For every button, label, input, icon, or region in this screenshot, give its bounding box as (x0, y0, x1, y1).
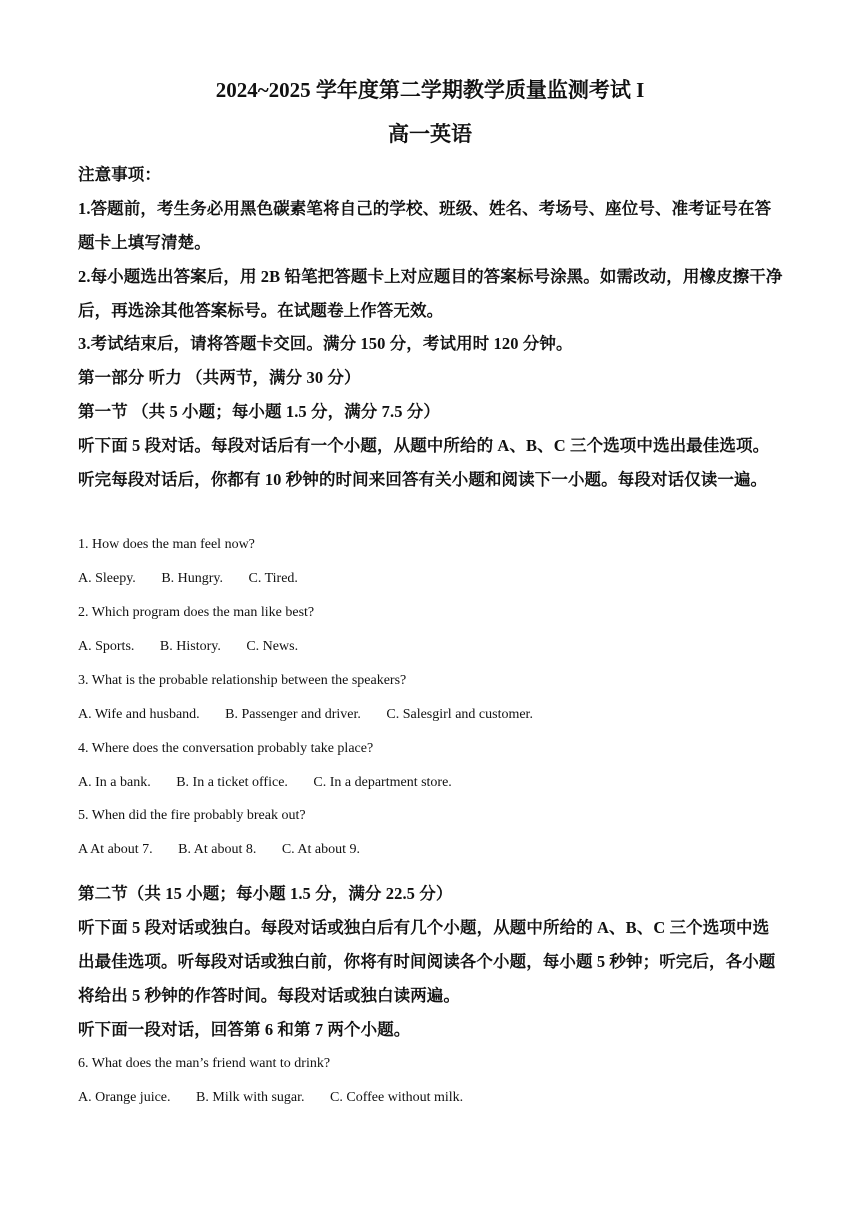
option-b: B. History. (159, 639, 221, 654)
section2-heading: 第二节（共 15 小题；每小题 1.5 分，满分 22.5 分） (78, 884, 453, 903)
question-6-stem: 6. What does the man’s friend want to drink? (78, 1056, 331, 1071)
option-a: A. Orange juice. (78, 1090, 171, 1105)
notice-item-2: 2.每小题选出答案后，用 2B 铅笔把答题卡上对应题目的答案标号涂黑。如需改动，用橡皮擦干净后，再选涂其他答案标号。在试题卷上作答无效。 (78, 267, 783, 320)
option-b: B. Passenger and driver. (225, 707, 361, 722)
exam-title: 2024~2025 学年度第二学期教学质量监测考试 I (215, 78, 645, 102)
question-5-options (78, 840, 360, 860)
option-c: C. Tired. (248, 571, 298, 586)
question-2-stem: 2. Which program does the man like best? (78, 605, 315, 620)
question-4-stem: 4. Where does the conversation probably take place? (78, 741, 374, 756)
question-3-stem: 3. What is the probable relationship between the speakers? (78, 673, 407, 688)
option-a: A. Sports. (78, 639, 135, 654)
option-a: A. Sleepy. (78, 571, 136, 586)
section2-instructions: 听下面 5 段对话或独白。每段对话或独白后有几个小题，从题中所给的 A、B、C 三个选项中选出最佳选项。听每段对话或独白前，你将有时间阅读各个小题，每小题 5 秒钟；听完后，各小题将给出 5 秒钟的作答时间。每段对话或独白读两遍。 (78, 918, 776, 1005)
question-4-options (78, 773, 452, 793)
question-1-stem: 1. How does the man feel now? (78, 537, 255, 552)
option-c: C. News. (246, 639, 299, 654)
notice-item-3: 3.考试结束后，请将答题卡交回。满分 150 分，考试用时 120 分钟。 (78, 334, 573, 353)
question-5-stem: 5. When did the fire probably break out? (78, 808, 306, 823)
section2-sub-instruction: 听下面一段对话，回答第 6 和第 7 两个小题。 (78, 1020, 411, 1039)
section1-instructions: 听下面 5 段对话。每段对话后有一个小题，从题中所给的 A、B、C 三个选项中选出最佳选项。听完每段对话后，你都有 10 秒钟的时间来回答有关小题和阅读下一小题。每段对话仅读一遍。 (78, 436, 770, 489)
option-b: B. Milk with sugar. (196, 1090, 305, 1105)
option-b: B. In a ticket office. (176, 775, 288, 790)
notice-heading: 注意事项： (78, 165, 161, 184)
option-a: A. In a bank. (78, 775, 151, 790)
question-3-options (78, 705, 533, 725)
option-a: A At about 7. (78, 842, 153, 857)
section1-heading: 第一节 （共 5 小题；每小题 1.5 分，满分 7.5 分） (78, 402, 440, 421)
notice-item-1: 1.答题前，考生务必用黑色碳素笔将自己的学校、班级、姓名、考场号、座位号、准考证号在答题卡上填写清楚。 (78, 199, 772, 252)
option-b: B. Hungry. (161, 571, 224, 586)
option-c: C. Coffee without milk. (330, 1090, 464, 1105)
question-2-options (78, 637, 298, 657)
question-6-options (78, 1088, 463, 1108)
option-c: C. In a department store. (313, 775, 452, 790)
exam-subject: 高一英语 (388, 122, 472, 146)
option-a: A. Wife and husband. (78, 707, 200, 722)
option-b: B. At about 8. (178, 842, 257, 857)
option-c: C. At about 9. (281, 842, 361, 857)
part1-heading: 第一部分 听力 （共两节，满分 30 分） (78, 368, 361, 387)
option-c: C. Salesgirl and customer. (386, 707, 533, 722)
question-1-options (78, 569, 298, 589)
